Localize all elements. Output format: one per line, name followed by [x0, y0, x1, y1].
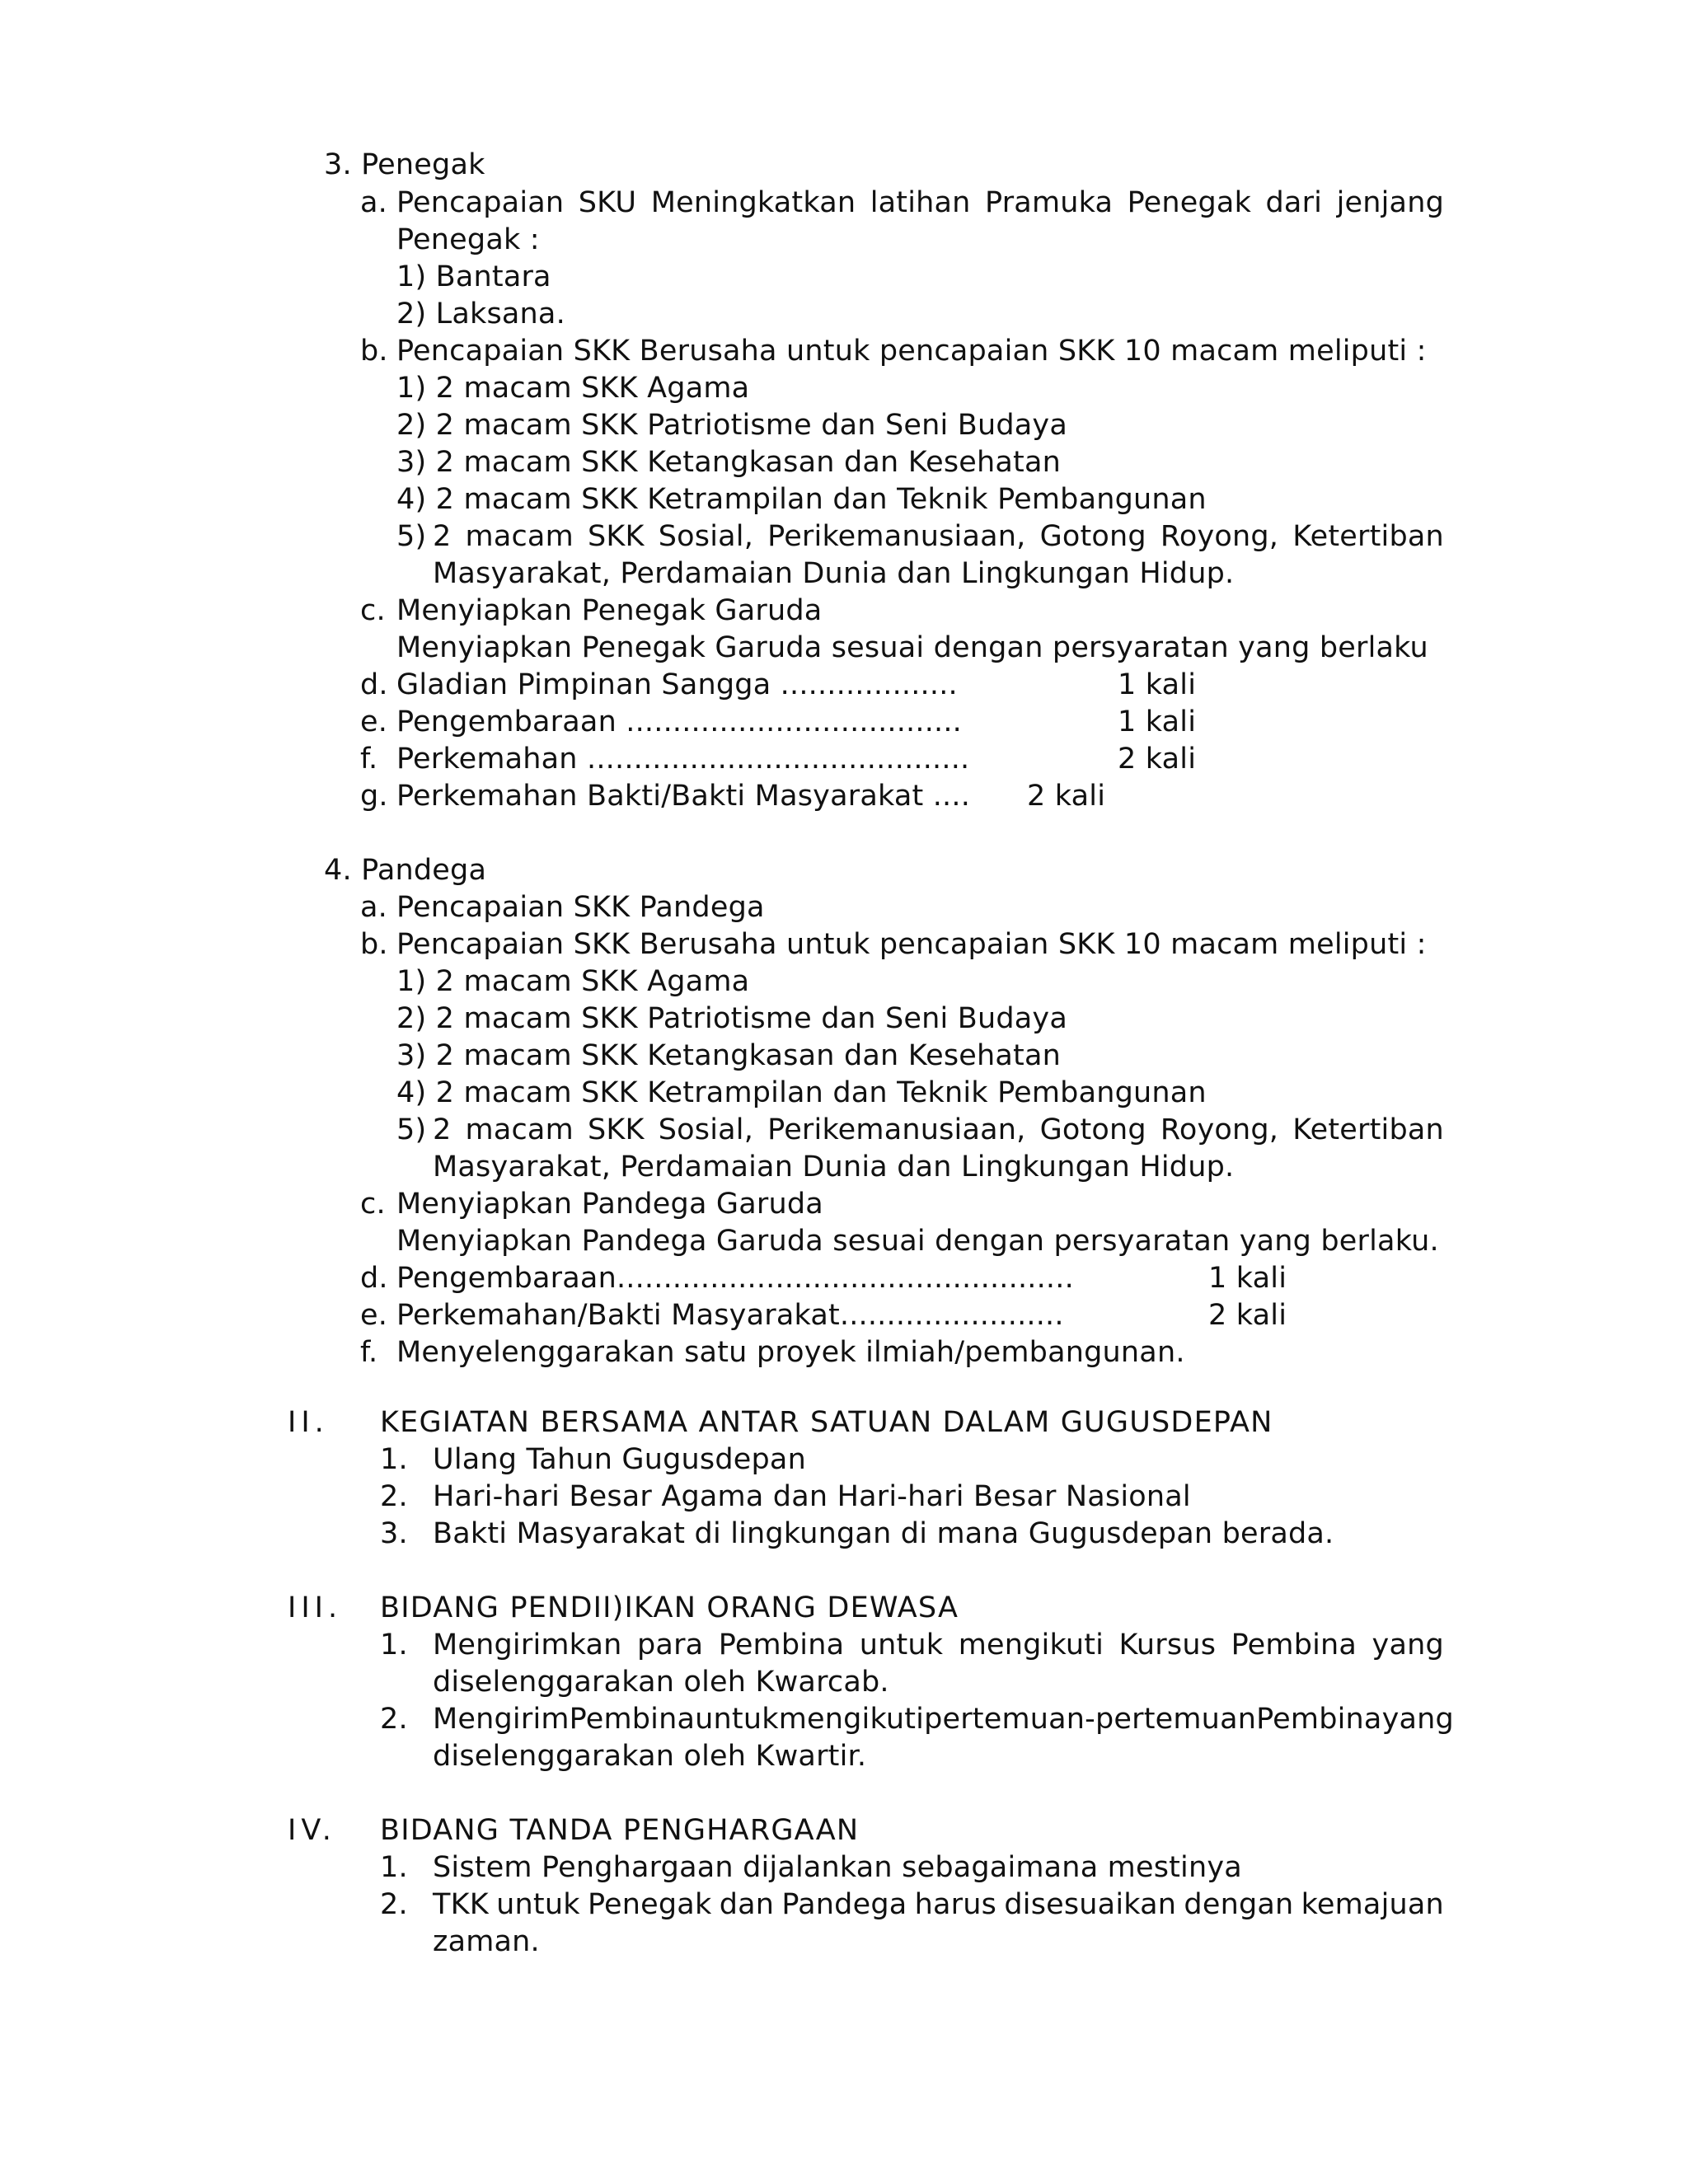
- word: latihan: [870, 186, 971, 219]
- list-marker: g.: [360, 780, 388, 813]
- word: harus: [914, 1888, 997, 1921]
- word: para: [637, 1629, 704, 1661]
- list-marker: f.: [360, 743, 378, 776]
- word: Pencapaian: [396, 186, 565, 219]
- frequency-label: 2 kali: [1118, 743, 1197, 776]
- word: macam: [465, 1113, 574, 1146]
- word: SKK: [587, 1113, 645, 1146]
- word: kemajuan: [1301, 1888, 1444, 1921]
- list-marker: b.: [360, 335, 388, 368]
- word: disesuaikan: [1004, 1888, 1177, 1921]
- word: Ketertiban: [1292, 1113, 1444, 1146]
- text-line: Penegak :: [396, 223, 540, 256]
- list-marker: c.: [360, 594, 386, 627]
- text-line: Pencapaian SKK Berusaha untuk pencapaian SKK 10 macam meliputi :: [396, 928, 1427, 961]
- text-line: Pengembaraan.................................................: [396, 1262, 1074, 1295]
- word: pertemuan-pertemuan: [924, 1703, 1257, 1736]
- section-heading: BIDANG TANDA PENGHARGAAN: [380, 1814, 860, 1847]
- word: Gotong: [1039, 520, 1146, 553]
- word: dengan: [1184, 1888, 1294, 1921]
- justified-line: [433, 1700, 1454, 1738]
- text-line: Masyarakat, Perdamaian Dunia dan Lingkungan Hidup.: [433, 1151, 1235, 1183]
- list-marker: 3.: [380, 1517, 408, 1550]
- text-line: Perkemahan .........................................: [396, 743, 970, 776]
- frequency-label: 1 kali: [1118, 668, 1197, 701]
- word: Mengirimkan: [433, 1629, 622, 1661]
- word: Mengirim: [433, 1703, 570, 1736]
- word: Ketertiban: [1292, 520, 1444, 553]
- word: yang: [1372, 1629, 1444, 1661]
- text-line: Perkemahan Bakti/Bakti Masyarakat ....: [396, 780, 971, 813]
- frequency-label: 2 kali: [1208, 1299, 1287, 1332]
- word: Meningkatkan: [650, 186, 856, 219]
- list-item: 1) 2 macam SKK Agama: [396, 372, 750, 405]
- word: Sosial,: [658, 520, 754, 553]
- text-line: Menyiapkan Pandega Garuda sesuai dengan persyaratan yang berlaku.: [396, 1225, 1439, 1258]
- list-marker: b.: [360, 928, 388, 961]
- list-marker: c.: [360, 1188, 386, 1221]
- list-item: 4) 2 macam SKK Ketrampilan dan Teknik Pembangunan: [396, 483, 1207, 516]
- text-line: Menyiapkan Penegak Garuda: [396, 594, 823, 627]
- text-line: Menyiapkan Penegak Garuda sesuai dengan persyaratan yang berlaku: [396, 631, 1428, 664]
- word: Royong,: [1160, 1113, 1279, 1146]
- list-item: 3) 2 macam SKK Ketangkasan dan Kesehatan: [396, 446, 1062, 479]
- section-heading-penegak: 3. Penegak: [324, 148, 485, 181]
- word: yang: [1381, 1703, 1454, 1736]
- word: Pembina: [1231, 1629, 1357, 1661]
- word: untuk: [695, 1703, 779, 1736]
- list-item: Sistem Penghargaan dijalankan sebagaimana mestinya: [433, 1851, 1242, 1884]
- section-heading: BIDANG PENDII)IKAN ORANG DEWASA: [380, 1591, 959, 1624]
- list-marker: 5): [396, 520, 427, 553]
- word: mengikuti: [958, 1629, 1104, 1661]
- word: Pembina: [718, 1629, 845, 1661]
- word: TKK: [433, 1888, 489, 1921]
- section-numeral: III.: [288, 1591, 343, 1624]
- word: Gotong: [1039, 1113, 1146, 1146]
- word: mengikuti: [778, 1703, 925, 1736]
- list-marker: a.: [360, 891, 387, 924]
- section-numeral: II.: [288, 1406, 329, 1439]
- word: jenjang: [1336, 186, 1444, 219]
- text-line: Perkemahan/Bakti Masyarakat........................: [396, 1299, 1064, 1332]
- section-heading-pandega: 4. Pandega: [324, 854, 487, 887]
- word: Pembina: [1256, 1703, 1382, 1736]
- word: untuk: [496, 1888, 580, 1921]
- word: Penegak: [587, 1888, 712, 1921]
- text-line: zaman.: [433, 1925, 540, 1958]
- word: Pramuka: [985, 186, 1114, 219]
- frequency-label: 1 kali: [1118, 705, 1197, 738]
- word: Pandega: [781, 1888, 907, 1921]
- list-item: 4) 2 macam SKK Ketrampilan dan Teknik Pembangunan: [396, 1076, 1207, 1109]
- word: Perikemanusiaan,: [767, 520, 1026, 553]
- list-marker: e.: [360, 1299, 388, 1332]
- word: SKK: [587, 520, 645, 553]
- list-marker: 2.: [380, 1703, 408, 1736]
- text-line: Pencapaian SKK Pandega: [396, 891, 765, 924]
- justified-line: [433, 1886, 1444, 1924]
- word: 2: [433, 520, 452, 553]
- word: untuk: [859, 1629, 944, 1661]
- list-item: 2) 2 macam SKK Patriotisme dan Seni Budaya: [396, 1002, 1067, 1035]
- list-marker: f.: [360, 1336, 378, 1369]
- list-item: 1) Bantara: [396, 260, 551, 293]
- word: Pembina: [569, 1703, 696, 1736]
- justified-line: [433, 1111, 1444, 1149]
- list-item: Hari-hari Besar Agama dan Hari-hari Besar Nasional: [433, 1480, 1191, 1513]
- word: SKU: [578, 186, 637, 219]
- list-item: 3) 2 macam SKK Ketangkasan dan Kesehatan: [396, 1039, 1062, 1072]
- word: Sosial,: [658, 1113, 754, 1146]
- text-line: Pencapaian SKK Berusaha untuk pencapaian SKK 10 macam meliputi :: [396, 335, 1427, 368]
- text-line: diselenggarakan oleh Kwarcab.: [433, 1666, 889, 1699]
- word: 2: [433, 1113, 452, 1146]
- text-line: Masyarakat, Perdamaian Dunia dan Lingkungan Hidup.: [433, 557, 1235, 590]
- word: Perikemanusiaan,: [767, 1113, 1026, 1146]
- list-marker: a.: [360, 186, 387, 219]
- list-marker: 1.: [380, 1629, 408, 1661]
- word: Penegak: [1127, 186, 1252, 219]
- section-heading: KEGIATAN BERSAMA ANTAR SATUAN DALAM GUGUSDEPAN: [380, 1406, 1273, 1439]
- text-line: Menyelenggarakan satu proyek ilmiah/pembangunan.: [396, 1336, 1185, 1369]
- word: macam: [465, 520, 574, 553]
- text-line: Pengembaraan ....................................: [396, 705, 962, 738]
- list-marker: d.: [360, 668, 388, 701]
- frequency-label: 2 kali: [1027, 780, 1106, 813]
- frequency-label: 1 kali: [1208, 1262, 1287, 1295]
- list-marker: e.: [360, 705, 388, 738]
- text-line: diselenggarakan oleh Kwartir.: [433, 1740, 867, 1773]
- list-item: Bakti Masyarakat di lingkungan di mana Gugusdepan berada.: [433, 1517, 1334, 1550]
- list-item: 2) Laksana.: [396, 298, 565, 330]
- list-item: 2) 2 macam SKK Patriotisme dan Seni Budaya: [396, 409, 1067, 442]
- word: Kursus: [1118, 1629, 1217, 1661]
- text-line: Menyiapkan Pandega Garuda: [396, 1188, 823, 1221]
- list-marker: 2.: [380, 1480, 408, 1513]
- justified-line: [433, 518, 1444, 555]
- list-marker: 5): [396, 1113, 427, 1146]
- word: dan: [719, 1888, 775, 1921]
- section-numeral: IV.: [288, 1814, 336, 1847]
- list-marker: d.: [360, 1262, 388, 1295]
- list-item: 1) 2 macam SKK Agama: [396, 965, 750, 998]
- list-marker: 1.: [380, 1851, 408, 1884]
- justified-line: [433, 1626, 1444, 1664]
- word: dari: [1265, 186, 1323, 219]
- list-marker: 2.: [380, 1888, 408, 1921]
- word: Royong,: [1160, 520, 1279, 553]
- text-line: Gladian Pimpinan Sangga ...................: [396, 668, 958, 701]
- list-item: Ulang Tahun Gugusdepan: [433, 1443, 806, 1476]
- list-marker: 1.: [380, 1443, 408, 1476]
- justified-line: [396, 184, 1444, 222]
